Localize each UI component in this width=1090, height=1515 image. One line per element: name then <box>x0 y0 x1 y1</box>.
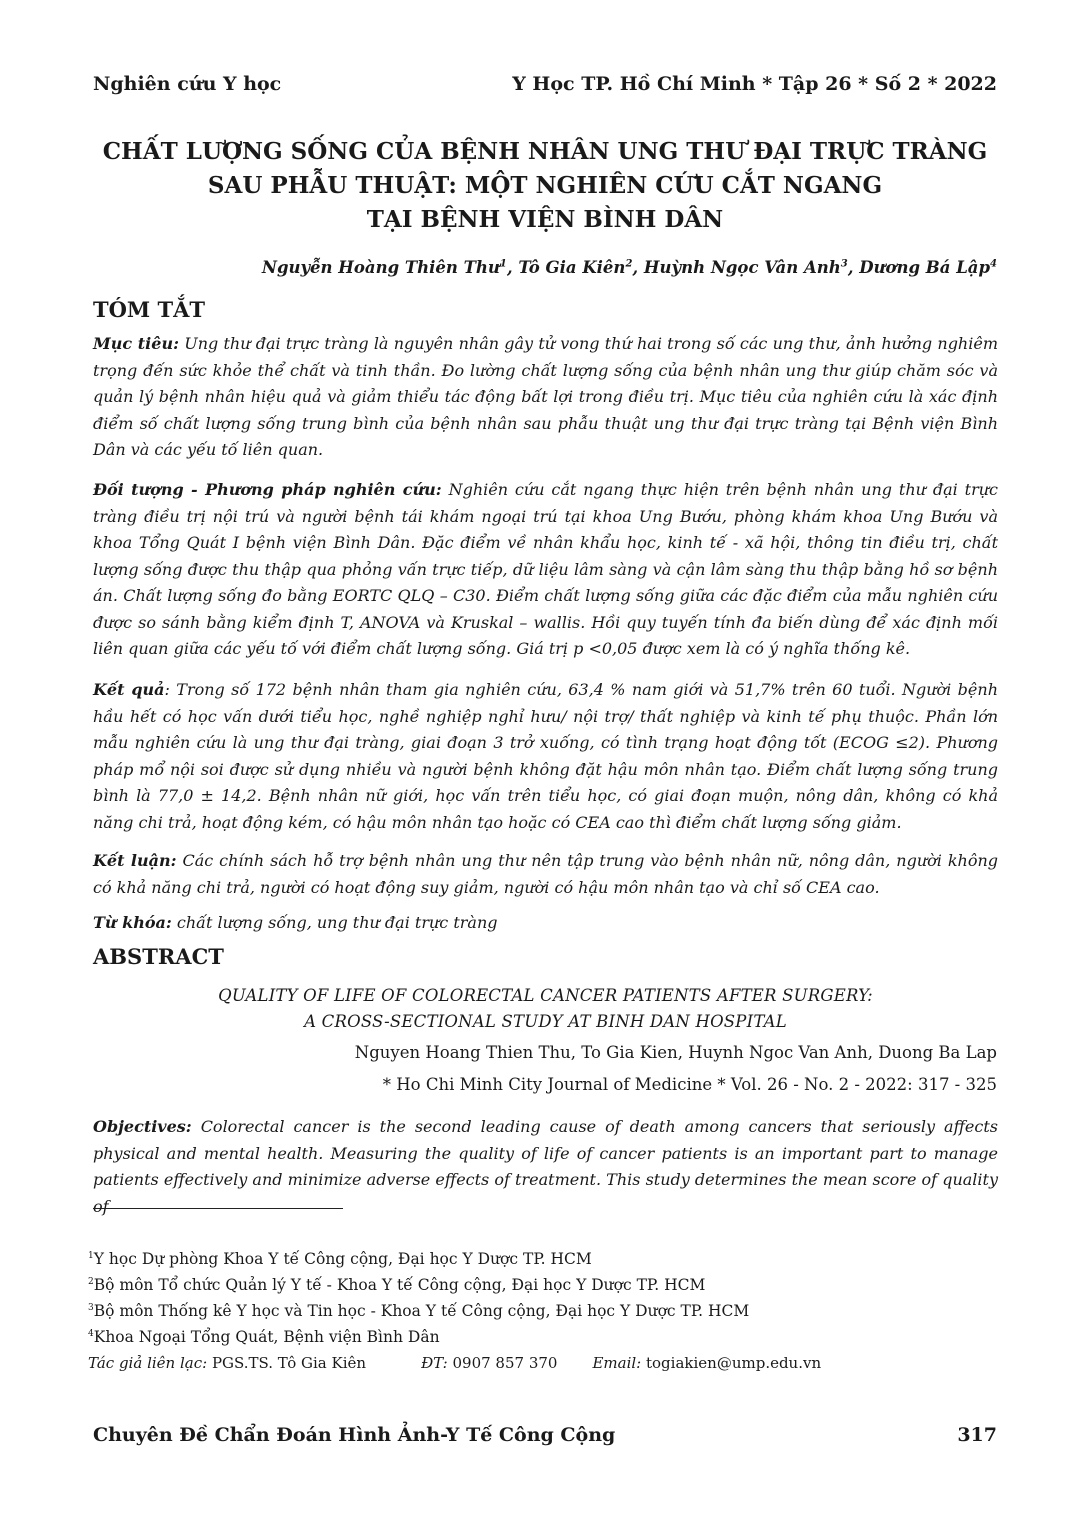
author-name: Dương Bá Lập <box>859 258 991 277</box>
methods-label: Đối tượng - Phương pháp nghiên cứu: <box>93 480 442 499</box>
contact-phone-label: ĐT: <box>421 1354 448 1372</box>
contact-email-label: Email: <box>592 1354 642 1372</box>
author-name: Huỳnh Ngọc Vân Anh <box>643 258 841 277</box>
running-header-left: Nghiên cứu Y học <box>93 73 282 95</box>
objectives-label: Objectives: <box>93 1117 192 1136</box>
footnote-text: Khoa Ngoại Tổng Quát, Bệnh viện Bình Dân <box>93 1328 440 1346</box>
title-line-2: SAU PHẪU THUẬT: MỘT NGHIÊN CỨU CẮT NGANG <box>207 172 883 199</box>
summary-results-paragraph <box>93 677 998 836</box>
abstract-objectives-paragraph <box>93 1114 998 1220</box>
summary-objective-paragraph <box>93 331 998 464</box>
english-title-line-2: A CROSS-SECTIONAL STUDY AT BINH DAN HOSPITAL <box>304 1012 787 1031</box>
author-list: Nguyễn Hoàng Thiên Thư$^1$, Tô Gia Kiên$^2$, Huỳnh Ngọc Vân Anh$^3$, Dương Bá Lập$^4$ <box>261 258 997 277</box>
author-affiliation-mark: 2 <box>625 258 633 270</box>
author-affiliation-mark: 1 <box>499 258 507 270</box>
footnote-mark: 4 <box>88 1328 94 1339</box>
article-title <box>60 135 1030 237</box>
footnote-mark: 1 <box>88 1250 94 1261</box>
summary-conclusion-paragraph <box>93 848 998 901</box>
keywords-text: chất lượng sống, ung thư đại trực tràng <box>171 913 498 932</box>
summary-heading: TÓM TẮT <box>93 297 206 322</box>
contact-email-value[interactable]: togiakien@ump.edu.vn <box>641 1354 822 1372</box>
title-line-1: CHẤT LƯỢNG SỐNG CỦA BỆNH NHÂN UNG THƯ ĐẠI TRỰC TRÀNG <box>102 138 988 165</box>
page-number: 317 <box>957 1424 997 1446</box>
keywords-label: Từ khóa: <box>93 913 172 932</box>
corresponding-author-line <box>88 1354 821 1372</box>
footnote-text: Bộ môn Thống kê Y học và Tin học - Khoa Y tế Công cộng, Đại học Y Dược TP. HCM <box>93 1302 750 1320</box>
objective-text: Ung thư đại trực tràng là nguyên nhân gây tử vong thứ hai trong số các ung thư, ảnh hưởng nghiêm trọng đến sức khỏe thể chất và tinh thần. Đo lường chất lượng sống của bệnh nhân ung thư giúp chăm sóc và quản lý bệnh nhân hiệu quả và giảm thiểu tác động bất lợi trong điều trị. Mục tiêu của nghiên cứu là xác định điểm số chất lượng sống trung bình của bệnh nhân sau phẫu thuật ung thư đại trực tràng tại Bệnh viện Bình Dân và các yếu tố liên quan. <box>93 334 998 459</box>
contact-author-label: Tác giả liên lạc: <box>88 1354 208 1372</box>
footnote-mark: 3 <box>88 1302 94 1313</box>
author-affiliation-mark: 3 <box>840 258 848 270</box>
footnote-item <box>88 1302 749 1320</box>
footnote-item <box>88 1328 440 1346</box>
conclusion-text: Các chính sách hỗ trợ bệnh nhân ung thư nên tập trung vào bệnh nhân nữ, nông dân, người không có khả năng chi trả, người có hoạt động suy giảm, người có hậu môn nhân tạo và chỉ số CEA cao. <box>93 851 998 897</box>
running-header-right: Y Học TP. Hồ Chí Minh * Tập 26 * Số 2 * 2022 <box>512 73 997 95</box>
english-title <box>93 983 998 1035</box>
footnote-text: Bộ môn Tổ chức Quản lý Y tế - Khoa Y tế Công cộng, Đại học Y Dược TP. HCM <box>93 1276 706 1294</box>
conclusion-label: Kết luận: <box>93 851 177 870</box>
summary-methods-paragraph <box>93 477 998 663</box>
footnote-mark: 2 <box>88 1276 94 1287</box>
author-name: Tô Gia Kiên <box>518 258 626 277</box>
objective-label: Mục tiêu: <box>93 334 179 353</box>
footnote-item <box>88 1276 705 1294</box>
running-footer-title: Chuyên Đề Chẩn Đoán Hình Ảnh-Y Tế Công Cộng <box>93 1424 616 1446</box>
contact-phone-value: 0907 857 370 <box>447 1354 558 1372</box>
author-name: Nguyễn Hoàng Thiên Thư <box>261 258 500 277</box>
title-line-3: TẠI BỆNH VIỆN BÌNH DÂN <box>366 206 724 233</box>
footnote-text: Y học Dự phòng Khoa Y tế Công cộng, Đại học Y Dược TP. HCM <box>93 1250 592 1268</box>
summary-keywords <box>93 910 998 937</box>
english-author-list: Nguyen Hoang Thien Thu, To Gia Kien, Huynh Ngoc Van Anh, Duong Ba Lap <box>354 1043 997 1062</box>
abstract-heading: ABSTRACT <box>93 944 224 969</box>
contact-author-value: PGS.TS. Tô Gia Kiên <box>207 1354 367 1372</box>
footnote-divider <box>93 1208 343 1209</box>
journal-citation: * Ho Chi Minh City Journal of Medicine * Vol. 26 - No. 2 - 2022: 317 - 325 <box>382 1075 997 1094</box>
results-label: Kết quả <box>93 680 165 699</box>
author-affiliation-mark: 4 <box>990 258 997 270</box>
methods-text: Nghiên cứu cắt ngang thực hiện trên bệnh nhân ung thư đại trực tràng điều trị nội trú và người bệnh tái khám ngoại trú tại khoa Ung Bướu, phòng khám khoa Ung Bướu và khoa Tổng Quát I bệnh viện Bình Dân. Đặc điểm về nhân khẩu học, kinh tế - xã hội, thông tin điều trị, chất lượng sống được thu thập qua phỏng vấn trực tiếp, dữ liệu lâm sàng và cận lâm sàng thu thập bằng hồ sơ bệnh án. Chất lượng sống đo bằng EORTC QLQ – C30. Điểm chất lượng sống giữa các đặc điểm của mẫu nghiên cứu được so sánh bằng kiểm định T, ANOVA và Kruskal – wallis. Hồi quy tuyến tính đa biến dùng để xác định mối liên quan giữa các yếu tố với điểm chất lượng sống. Giá trị p <0,05 được xem là có ý nghĩa thống kê. <box>93 480 999 658</box>
english-title-line-1: QUALITY OF LIFE OF COLORECTAL CANCER PATIENTS AFTER SURGERY: <box>218 986 873 1005</box>
results-text: : Trong số 172 bệnh nhân tham gia nghiên cứu, 63,4 % nam giới và 51,7% trên 60 tuổi. Người bệnh hầu hết có học vấn dưới tiểu học, nghề nghiệp nghỉ hưu/ nội trợ/ thất nghiệp và kinh tế phụ thuộc. Phần lớn mẫu nghiên cứu là ung thư đại tràng, giai đoạn 3 trở xuống, có tình trạng hoạt động tốt (ECOG ≤2). Phương pháp mổ nội soi được sử dụng nhiều và người bệnh không đặt hậu môn nhân tạo. Điểm chất lượng sống trung bình là 77,0 ± 14,2. Bệnh nhân nữ giới, học vấn trên tiểu học, có giai đoạn muộn, nông dân, không có khả năng chi trả, hoạt động kém, có hậu môn nhân tạo hoặc có CEA cao thì điểm chất lượng sống giảm. <box>93 680 999 832</box>
objectives-text: Colorectal cancer is the second leading cause of death among cancers that seriously affects physical and mental health. Measuring the quality of life of cancer patients is an important part to manage patients effectively and minimize adverse effects of treatment. This study determines the mean score of quality of <box>93 1117 998 1216</box>
footnote-item <box>88 1250 592 1268</box>
